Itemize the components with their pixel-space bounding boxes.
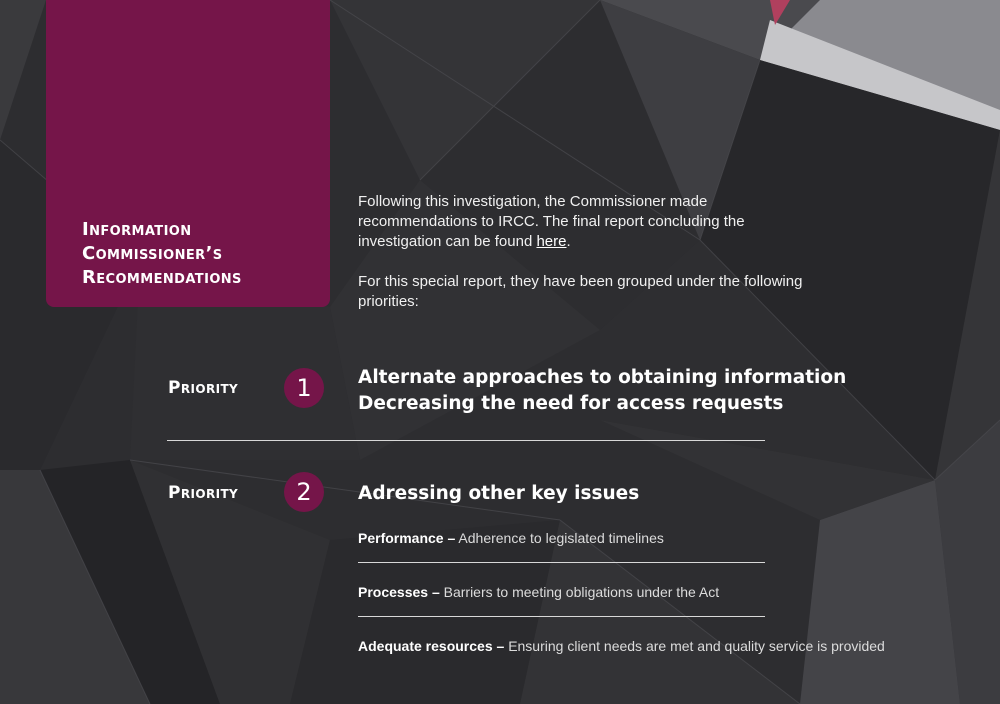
priority-1-label: Priority [168, 378, 239, 398]
priority-1-number: 1 [284, 368, 324, 408]
priority-1-line1: Alternate approaches to obtaining information [358, 367, 847, 388]
section-title [82, 218, 322, 290]
report-link[interactable]: here [536, 233, 567, 250]
priority-2-heading: Adressing other key issues [358, 483, 640, 504]
priority-2-label: Priority [168, 483, 239, 503]
title-panel [46, 0, 330, 307]
divider [358, 616, 765, 617]
section-title-line3: Recommendations [82, 267, 242, 288]
divider [358, 562, 765, 563]
issue-key: Processes – [358, 584, 440, 600]
issue-key: Performance – [358, 530, 456, 546]
section-title-line1: Information [82, 219, 192, 240]
intro-paragraph-1: Following this investigation, the Commissioner made recommendations to IRCC. The final report concluding the investigation can be found here. [358, 193, 745, 250]
issue-text: Adherence to legislated timelines [458, 530, 664, 546]
intro-paragraph-2: For this special report, they have been grouped under the following priorities: [358, 273, 803, 310]
priority-1-line2: Decreasing the need for access requests [358, 393, 784, 414]
priority-1-heading [358, 365, 846, 417]
issue-text: Ensuring client needs are met and quality service is provided [508, 638, 885, 654]
issue-item-processes [358, 583, 719, 601]
issue-item-resources [358, 637, 885, 655]
issue-text: Barriers to meeting obligations under the Act [443, 584, 720, 600]
section-title-line2: Commissioner’s [82, 243, 223, 264]
issue-item-performance [358, 529, 664, 547]
priority-2-number: 2 [284, 472, 324, 512]
issue-key: Adequate resources – [358, 638, 505, 654]
intro-text [358, 192, 828, 312]
divider [167, 440, 765, 441]
